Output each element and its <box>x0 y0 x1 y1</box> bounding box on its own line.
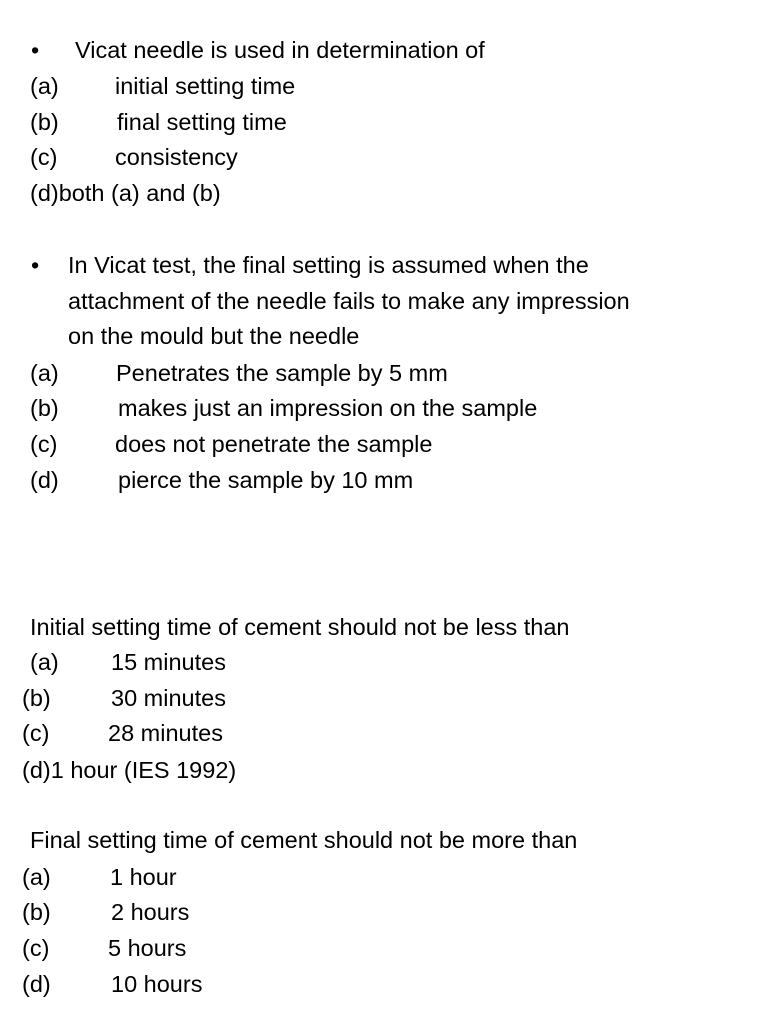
option-label: (a) <box>30 73 59 99</box>
question-stem: In Vicat test, the final setting is assumed when the <box>68 252 589 278</box>
option-label: (b) <box>30 109 59 135</box>
option-text: does not penetrate the sample <box>115 431 433 457</box>
bullet-icon: • <box>31 37 40 63</box>
option-label: (c) <box>22 935 50 961</box>
option-text: 15 minutes <box>111 649 226 675</box>
option-label: (d) <box>30 467 59 493</box>
option-text: initial setting time <box>115 73 296 99</box>
question-stem: Initial setting time of cement should not be less than <box>30 614 570 640</box>
option-text: 10 hours <box>111 971 203 997</box>
option-text: 30 minutes <box>111 685 226 711</box>
question-stem: on the mould but the needle <box>68 323 360 349</box>
option-label: (c) <box>30 431 58 457</box>
option-label: (b) <box>22 899 51 925</box>
option-label: (b) <box>30 395 59 421</box>
option-text: 2 hours <box>111 899 190 925</box>
option-label: (b) <box>22 685 51 711</box>
option-label: (d)both (a) and (b) <box>30 180 221 206</box>
option-label: (d)1 hour (IES 1992) <box>22 757 237 783</box>
option-text: final setting time <box>117 109 287 135</box>
option-label: (a) <box>22 864 51 890</box>
option-text: 28 minutes <box>108 720 223 746</box>
question-stem: Final setting time of cement should not be more than <box>30 827 578 853</box>
option-label: (a) <box>30 360 59 386</box>
option-text: makes just an impression on the sample <box>118 395 538 421</box>
option-text: consistency <box>115 144 238 170</box>
option-label: (d) <box>22 971 51 997</box>
option-label: (a) <box>30 649 59 675</box>
option-label: (c) <box>22 720 50 746</box>
option-text: 1 hour <box>110 864 177 890</box>
option-label: (c) <box>30 144 58 170</box>
option-text: pierce the sample by 10 mm <box>118 467 414 493</box>
question-stem: Vicat needle is used in determination of <box>75 37 485 63</box>
bullet-icon: • <box>31 252 40 278</box>
option-text: 5 hours <box>108 935 187 961</box>
question-stem: attachment of the needle fails to make any impression <box>68 288 630 314</box>
option-text: Penetrates the sample by 5 mm <box>116 360 448 386</box>
